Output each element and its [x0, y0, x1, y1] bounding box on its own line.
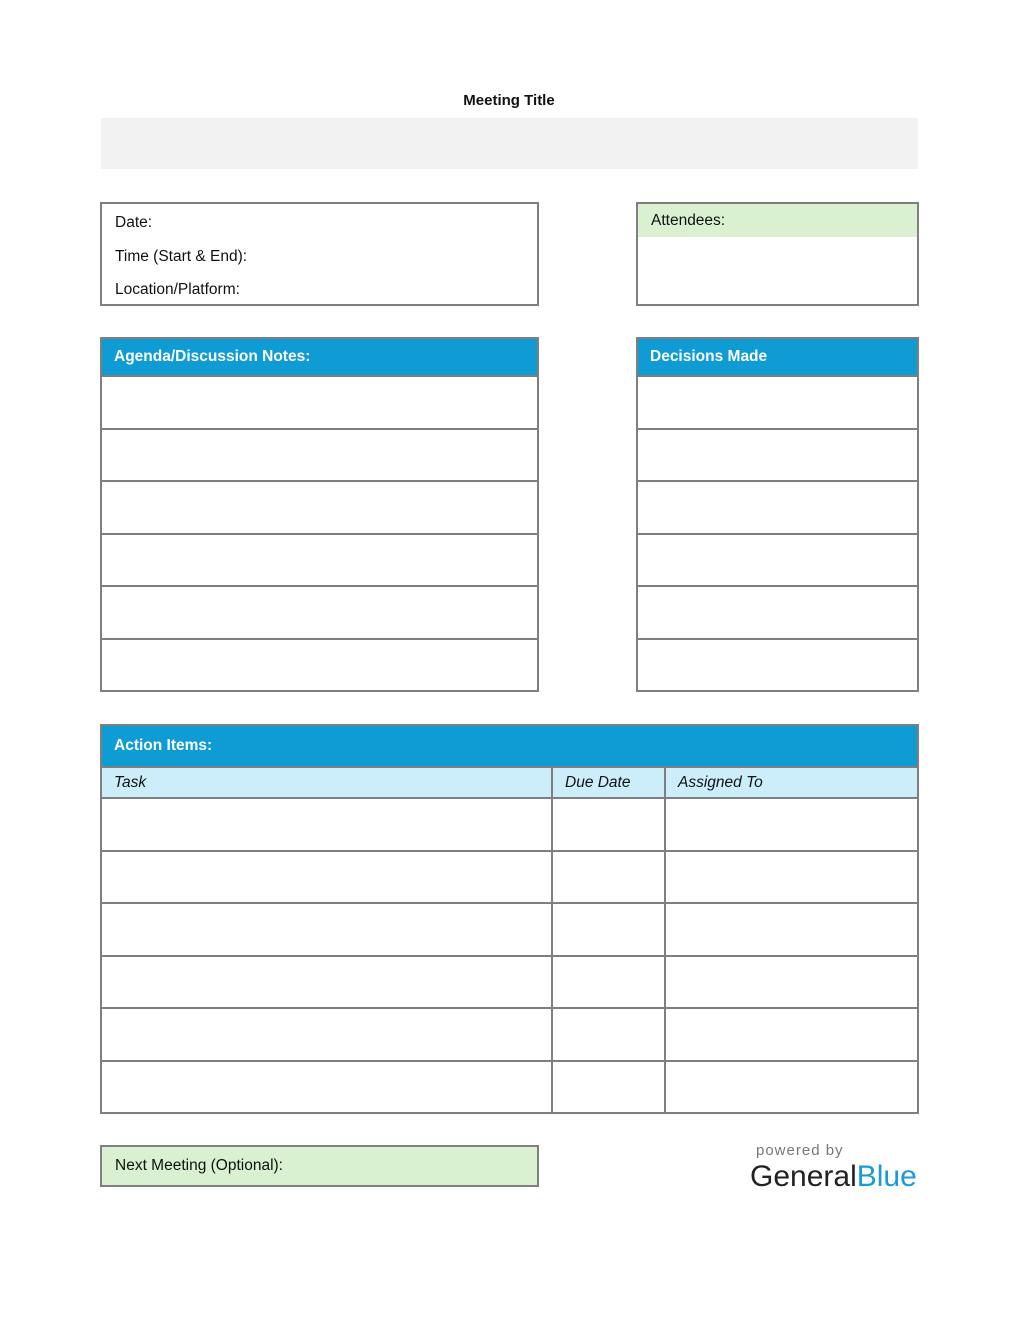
agenda-row[interactable] — [101, 639, 538, 692]
agenda-row[interactable] — [101, 586, 538, 639]
next-meeting-field[interactable] — [100, 1145, 539, 1187]
column-header-task: Task — [101, 767, 552, 798]
decision-row[interactable] — [637, 534, 918, 587]
table-row — [101, 798, 918, 851]
due-date-cell[interactable] — [552, 1061, 665, 1114]
action-items-table — [100, 724, 919, 1114]
agenda-table — [100, 337, 539, 692]
attendees-box — [636, 202, 919, 306]
action-items-header: Action Items: — [101, 725, 918, 767]
date-label: Date: — [115, 214, 153, 231]
meeting-info-box — [100, 202, 539, 306]
attendees-label: Attendees: — [638, 204, 917, 237]
due-date-cell[interactable] — [552, 851, 665, 904]
agenda-header: Agenda/Discussion Notes: — [101, 338, 538, 376]
next-meeting-label: Next Meeting (Optional): — [115, 1157, 283, 1174]
task-cell[interactable] — [101, 1061, 552, 1114]
column-header-assigned-to: Assigned To — [665, 767, 918, 798]
agenda-row[interactable] — [101, 481, 538, 534]
assigned-to-cell[interactable] — [665, 851, 918, 904]
agenda-row[interactable] — [101, 429, 538, 482]
table-row — [101, 851, 918, 904]
decisions-header: Decisions Made — [637, 338, 918, 376]
attendees-field[interactable] — [638, 237, 917, 304]
generalblue-logo: GeneralBlue — [750, 1160, 917, 1193]
table-row — [101, 956, 918, 1009]
decisions-table — [636, 337, 919, 692]
table-row — [101, 1061, 918, 1114]
assigned-to-cell[interactable] — [665, 903, 918, 956]
task-cell[interactable] — [101, 956, 552, 1009]
time-label: Time (Start & End): — [115, 247, 248, 265]
column-header-due-date: Due Date — [552, 767, 665, 798]
due-date-cell[interactable] — [552, 1008, 665, 1061]
agenda-row[interactable] — [101, 376, 538, 429]
decision-row[interactable] — [637, 481, 918, 534]
assigned-to-cell[interactable] — [665, 1008, 918, 1061]
decision-row[interactable] — [637, 376, 918, 429]
decision-row[interactable] — [637, 429, 918, 482]
task-cell[interactable] — [101, 798, 552, 851]
task-cell[interactable] — [101, 1008, 552, 1061]
decision-row[interactable] — [637, 586, 918, 639]
meeting-title-field[interactable] — [101, 118, 918, 169]
task-cell[interactable] — [101, 851, 552, 904]
location-label: Location/Platform: — [115, 281, 240, 298]
table-row — [101, 1008, 918, 1061]
agenda-row[interactable] — [101, 534, 538, 587]
assigned-to-cell[interactable] — [665, 1061, 918, 1114]
assigned-to-cell[interactable] — [665, 798, 918, 851]
powered-by-text: powered by — [756, 1142, 844, 1159]
assigned-to-cell[interactable] — [665, 956, 918, 1009]
task-cell[interactable] — [101, 903, 552, 956]
due-date-cell[interactable] — [552, 903, 665, 956]
due-date-cell[interactable] — [552, 956, 665, 1009]
due-date-cell[interactable] — [552, 798, 665, 851]
page-title: Meeting Title — [463, 92, 555, 109]
table-row — [101, 903, 918, 956]
decision-row[interactable] — [637, 639, 918, 692]
